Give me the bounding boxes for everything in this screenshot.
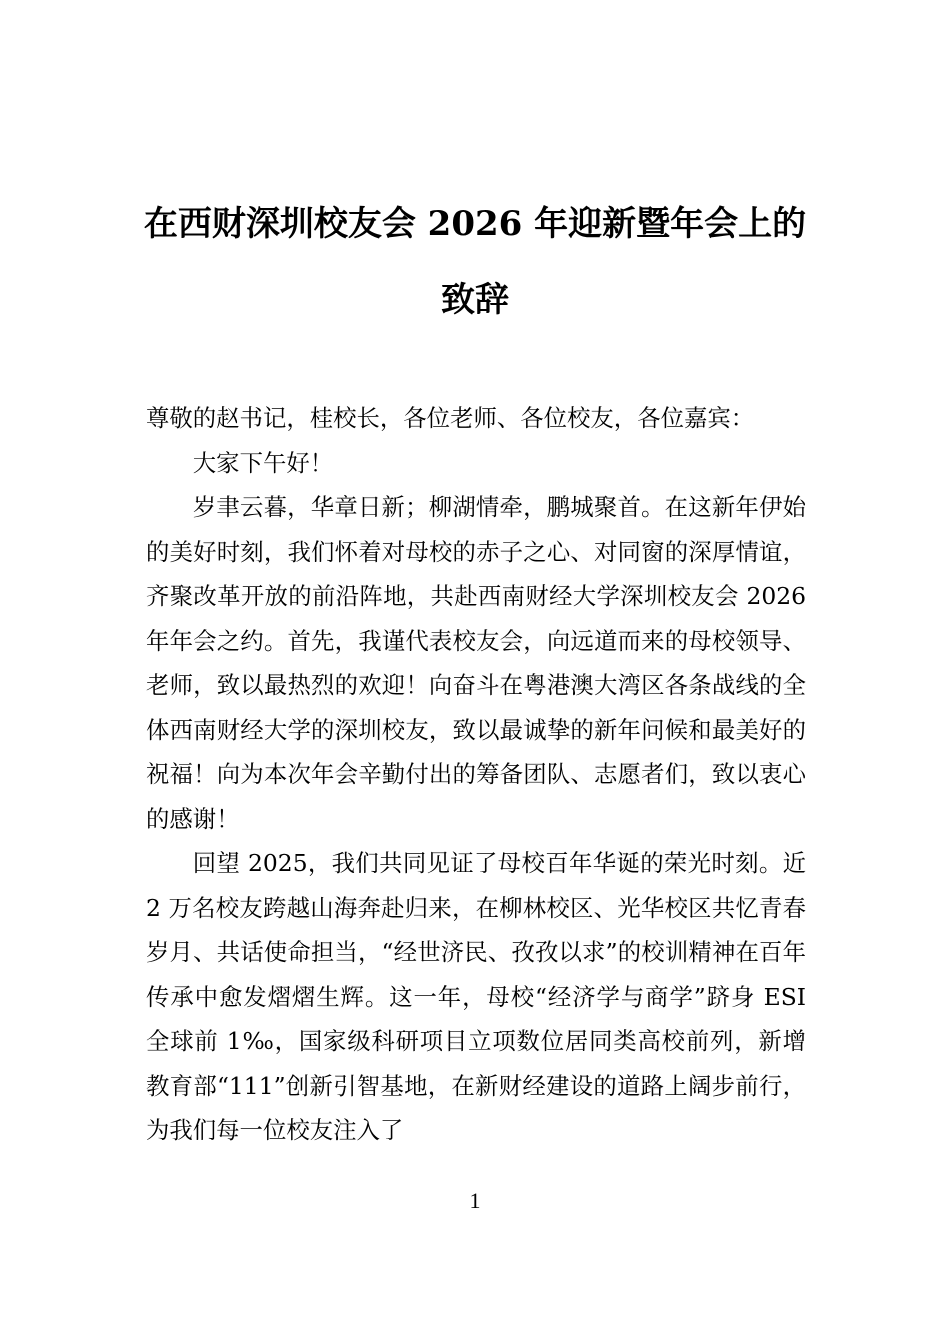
greeting: 大家下午好！	[192, 448, 334, 477]
paragraph-opening: 岁聿云暮，华章日新；柳湖情牵，鹏城聚首。在这新年伊始的美好时刻，我们怀着对母校的赤子之心、对同窗的深厚情谊，齐聚改革开放的前沿阵地，共赴西南财经大学深圳校友会 2026 年年会之约。首先，我谨代表校友会，向远道而来的母校领导、老师，致以最热烈的欢迎！向奋斗在粤港澳大湾区各条战线的全体西南财经大学的深圳校友，致以最诚挚的新年问候和最美好的祝福！向为本次年会辛勤付出的筹备团队、志愿者们，致以衷心的感谢！	[146, 493, 806, 833]
salutation: 尊敬的赵书记，桂校长，各位老师、各位校友，各位嘉宾：	[146, 404, 755, 432]
document-title	[130, 186, 820, 338]
page-number: 1	[469, 1188, 481, 1213]
title-line-2: 致辞	[441, 280, 509, 320]
document-body	[146, 396, 806, 1153]
title-line-1: 在西财深圳校友会 2026 年迎新暨年会上的	[143, 204, 807, 244]
paragraph-review: 回望 2025，我们共同见证了母校百年华诞的荣光时刻。近 2 万名校友跨越山海奔赴归来，在柳林校区、光华校区共忆青春岁月、共话使命担当，“经世济民、孜孜以求”的校训精神在百年传承中愈发熠熠生辉。这一年，母校“经济学与商学”跻身 ESI 全球前 1‰，国家级科研项目立项数位居同类高校前列，新增教育部“111”创新引智基地，在新财经建设的道路上阔步前行，为我们每一位校友注入了	[146, 849, 806, 1144]
